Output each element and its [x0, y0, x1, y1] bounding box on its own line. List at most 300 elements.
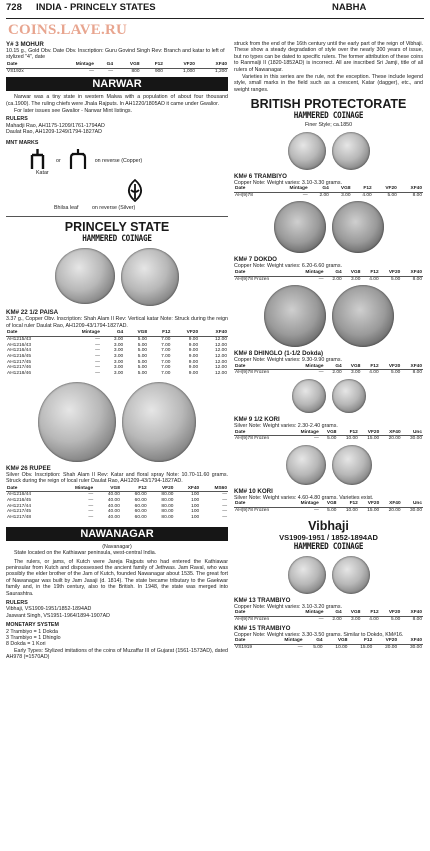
km7-note: Copper Note: Weight varies: 6.20-6.60 grams. — [234, 263, 342, 270]
table-cell: 5.00 — [390, 370, 401, 376]
table-cell: — — [95, 359, 100, 365]
table-cell: 3.00 — [113, 353, 124, 359]
table-cell: 60.00 — [134, 492, 147, 498]
km22-table — [6, 330, 228, 377]
km6-images — [234, 132, 423, 170]
style-note: Finer Style; ca.1850 — [304, 122, 353, 129]
table-cell: 3.00 — [113, 365, 124, 371]
table-cell: 3.00 — [351, 370, 361, 376]
table-cell: AH1216/44 — [7, 492, 32, 498]
table-row — [234, 616, 423, 622]
column-header: Unc — [402, 501, 423, 507]
table-cell: — — [95, 348, 100, 354]
table-cell: VS1919 — [235, 644, 253, 650]
column-header: XF40 — [401, 610, 423, 616]
column-header: XF40 — [174, 486, 200, 492]
coin-reverse-image — [122, 382, 196, 462]
column-header: Date — [234, 186, 271, 192]
silver-note: on reverse (Silver) — [91, 204, 136, 211]
column-header: Date — [6, 62, 49, 68]
coin-obverse-image — [292, 379, 326, 413]
varieties-text: Varieties in this series are the rule, not the exception. These include legend style, small marks in the field such as a crescent, Katar (dagger), etc., and weight ranges. — [234, 74, 423, 93]
table-cell: VS192x — [7, 68, 24, 74]
copper-note: on reverse (Copper) — [94, 157, 143, 164]
vibhaji-title: Vibhaji — [308, 518, 349, 533]
km9-note: Silver Note: Weight varies: 2.30-2.40 grams. — [234, 423, 338, 430]
km6-note: Copper Note: Weight varies: 3.10-3.30 grams. — [234, 179, 342, 186]
table-row — [6, 68, 228, 74]
table-cell: 3.00 — [113, 336, 124, 342]
nawanagar-ruler: Vibhaji, VS1909-1951/1852-1894AD — [6, 606, 92, 613]
table-cell: 7.00 — [161, 359, 171, 365]
british-protectorate-title: BRITISH PROTECTORATE — [250, 97, 407, 112]
column-header: Date — [234, 610, 292, 616]
table-cell: AH(9)78 Frozen — [235, 436, 270, 442]
table-cell: 2.00 — [332, 276, 342, 282]
table-cell: AH1217/45 — [7, 509, 32, 515]
column-header: Mintage — [292, 270, 324, 276]
coin-obverse-image — [55, 248, 115, 304]
katar-variant-icon — [67, 148, 89, 170]
katar-mark-row — [28, 148, 228, 170]
column-header: VG8 — [330, 186, 352, 192]
hammered-coinage-heading: HAMMERED COINAGE — [293, 111, 364, 122]
monetary-line: 8 Dokda = 1 Kori — [6, 641, 46, 648]
header-rule — [6, 18, 424, 19]
table-cell: 2.00 — [332, 370, 342, 376]
table-cell: AH(9)78 Frozen — [235, 508, 270, 514]
table-cell: 9.00 — [188, 342, 199, 348]
table-cell: — — [88, 509, 94, 515]
km26-images — [6, 382, 228, 462]
section-title: INDIA - PRINCELY STATES — [36, 2, 156, 13]
table-cell: 3.00 — [113, 348, 124, 354]
narwar-ruler: Mahadji Rao, AH1175-1209/1761-1794AD — [6, 122, 105, 129]
column-header: F12 — [352, 186, 373, 192]
bhilsa-label: Bhilsa leaf — [54, 204, 79, 211]
table-cell: 2.00 — [319, 192, 329, 198]
km26-desc: Silver Obv. Inscription: Shah Alam II Rev: Katar and floral spray Note: 10.70-11.60 grams. Struck during the reign of local ruler Daulat Rao, AH1209-43/1794-1827AD. — [6, 471, 228, 485]
monetary-line: 3 Trambiyo = 1 Dhinglo — [6, 635, 61, 642]
column-header: F12 — [361, 270, 379, 276]
km26-table — [6, 486, 228, 521]
km22-images — [6, 248, 228, 306]
km15-note: Copper Note: Weight varies: 3.30-3.50 grams. Similar to Dokdo, KM#16. — [234, 631, 404, 638]
nawanagar-rulers-label: RULERS — [6, 600, 28, 606]
km7-table — [234, 270, 423, 282]
coin-reverse-image — [332, 445, 372, 485]
table-cell: 3.00 — [351, 616, 361, 622]
table-cell: 8.00 — [412, 370, 422, 376]
table-cell: 12.00 — [214, 342, 227, 348]
table-cell: 40.00 — [107, 515, 120, 521]
vibhaji-dates: VS1909-1951 / 1852-1894AD — [279, 532, 378, 542]
column-header: MS60 — [200, 486, 228, 492]
km6-table — [234, 186, 423, 198]
column-header: G4 — [95, 62, 114, 68]
table-row — [234, 276, 423, 282]
katar-icon — [28, 148, 50, 170]
column-header: XF40 — [196, 62, 228, 68]
table-cell: AH1216/45 — [7, 497, 32, 503]
km10-note: Silver Note: Weight varies: 4.60-4.80 grams. Varieties exist. — [234, 494, 374, 501]
table-cell: — — [95, 336, 100, 342]
table-cell: 30.00 — [409, 644, 422, 650]
table-cell: 15.00 — [360, 644, 373, 650]
table-cell: 7.00 — [161, 365, 171, 371]
km8-table — [234, 364, 423, 376]
table-cell: 60.00 — [134, 515, 147, 521]
table-cell: 20.00 — [388, 436, 401, 442]
page-header — [6, 2, 424, 17]
km10-title: KM# 10 KORI — [234, 487, 273, 495]
table-cell: — — [108, 68, 114, 74]
column-header: Mintage — [49, 62, 95, 68]
table-cell: 40.00 — [107, 509, 120, 515]
table-cell: AH(9)78 Frozen — [235, 616, 270, 622]
column-header: Mintage — [289, 430, 320, 436]
column-header: VG8 — [114, 62, 140, 68]
bhilsa-mark — [124, 178, 228, 204]
table-cell: 3.00 — [113, 371, 124, 377]
coin-obverse-image — [264, 285, 326, 347]
column-header: VF20 — [373, 638, 398, 644]
column-header: G4 — [309, 186, 330, 192]
km13-title: KM# 13 TRAMBIYO — [234, 596, 291, 604]
column-header: VG8 — [324, 638, 349, 644]
table-cell: 12.00 — [214, 365, 227, 371]
nawanagar-intro-cont: struck from the end of the 16th century until the early part of the reign of Vibhaji. These show a steady degradation of style over the nearly 300 years of issue, but no types can be dated to specific rulers. The former attribution of these coins to Ranmalji II (1820-1852AD) is incorrect. All are inscribed Sri Jamji, title of all rulers of Nawanagar. — [234, 41, 423, 73]
table-cell: — — [222, 515, 227, 521]
table-cell: 5.00 — [137, 359, 148, 365]
table-row — [234, 370, 423, 376]
table-cell: 3.00 — [341, 192, 351, 198]
table-cell: — — [318, 370, 324, 376]
column-header: Mintage — [271, 186, 309, 192]
km13-table — [234, 610, 423, 622]
table-cell: 30.00 — [409, 436, 422, 442]
table-cell: — — [95, 365, 100, 371]
table-cell: 5.00 — [390, 616, 401, 622]
table-cell: 12.00 — [214, 348, 227, 354]
column-header: VF20 — [380, 270, 402, 276]
table-cell: — — [88, 515, 94, 521]
table-cell: 100 — [191, 497, 200, 503]
km7-images — [234, 201, 423, 253]
table-cell: 9.00 — [188, 336, 199, 342]
column-header: G4 — [303, 638, 323, 644]
mohur-table — [6, 62, 228, 74]
table-cell: 100 — [191, 515, 200, 521]
table-cell: 7.00 — [161, 371, 171, 377]
column-header: F12 — [121, 486, 148, 492]
column-header: VF20 — [380, 610, 402, 616]
coin-reverse-image — [332, 556, 370, 594]
table-cell: AH1217/48 — [7, 515, 32, 521]
table-cell: 80.00 — [161, 497, 174, 503]
princely-state-title: PRINCELY STATE — [64, 220, 170, 235]
table-cell: 40.00 — [107, 497, 120, 503]
table-cell: 5.00 — [137, 336, 148, 342]
table-cell: — — [88, 497, 94, 503]
table-cell: 5.00 — [313, 644, 323, 650]
column-header: XF40 — [398, 638, 423, 644]
table-cell: — — [297, 644, 303, 650]
monetary-line: 2 Trambiyo = 1 Dokda — [6, 628, 58, 635]
km22-title: KM# 22 1/2 PAISA — [6, 309, 59, 317]
or-text: or — [56, 157, 61, 164]
nawanagar-history: The rulers, or jams, of Kutch were Jareja Rajputs who had entered the Kathiawar peninsular from Kutch and dispossessed the ancient family of Jethwas. Jam Raval, who was possibly the elder brother of the Jam of Kutch, founded Nawanagar about 1535. The great fort of Nawanagar was built by Jam Jasaji (d. 1814). The state became tributary to the Gaekwar family and, in the 19th century, also to the British. In 1948, the state was merged into Saurashtra. — [6, 558, 228, 597]
table-row — [6, 515, 228, 521]
table-cell: 30.00 — [409, 508, 422, 514]
column-header: VG8 — [320, 501, 338, 507]
coin-obverse-image — [286, 445, 326, 485]
column-header: XF40 — [401, 270, 423, 276]
nawanagar-ruler: Jaswant Singh, VS1951-1964/1894-1907AD — [6, 612, 110, 619]
column-header: Date — [234, 638, 268, 644]
column-header: F12 — [148, 330, 171, 336]
column-header: VF20 — [373, 186, 398, 192]
column-header: Mintage — [268, 638, 304, 644]
table-cell: 60.00 — [134, 509, 147, 515]
hammered-coinage-heading: HAMMERED COINAGE — [82, 234, 152, 245]
table-cell: — — [302, 192, 308, 198]
table-cell: 60.00 — [134, 497, 147, 503]
table-cell: 5.00 — [327, 508, 337, 514]
table-cell: 7.00 — [161, 336, 171, 342]
table-cell: 20.00 — [385, 644, 398, 650]
column-header: Date — [234, 364, 292, 370]
coin-obverse-image — [38, 382, 116, 462]
table-cell: AH1216/43 — [7, 342, 32, 348]
column-header: XF40 — [380, 501, 401, 507]
coin-obverse-image — [288, 132, 326, 170]
narwar-bar: NARWAR — [6, 77, 228, 91]
table-cell: AH(9)78 Frozen — [235, 276, 270, 282]
coin-obverse-image — [288, 556, 326, 594]
column-header: Mintage — [60, 330, 101, 336]
table-cell: 20.00 — [388, 508, 401, 514]
table-cell: 40.00 — [107, 492, 120, 498]
table-cell: 5.00 — [327, 436, 337, 442]
km9-title: KM# 9 1/2 KORI — [234, 416, 280, 424]
column-header: Date — [234, 501, 289, 507]
column-header: XF40 — [398, 186, 423, 192]
column-header: G4 — [324, 610, 342, 616]
column-header: Date — [234, 430, 289, 436]
nawanagar-alt-name: (Navanagar) — [102, 543, 132, 550]
table-cell: 7.00 — [161, 348, 171, 354]
table-cell: 7.00 — [161, 353, 171, 359]
table-cell: 80.00 — [161, 492, 174, 498]
table-cell: 12.00 — [214, 353, 227, 359]
column-header: VF20 — [380, 364, 402, 370]
column-header: Mintage — [289, 501, 320, 507]
column-header: F12 — [361, 610, 379, 616]
table-cell: 10.00 — [335, 644, 348, 650]
table-cell: 80.00 — [161, 515, 174, 521]
column-header: VF20 — [359, 430, 380, 436]
coin-reverse-image — [332, 201, 384, 253]
table-row — [6, 371, 228, 377]
table-cell: AH(9)78 Frozen — [235, 370, 270, 376]
km15-title: KM# 15 TRAMBIYO — [234, 624, 291, 632]
coin-obverse-image — [274, 201, 326, 253]
table-cell: 15.00 — [367, 436, 380, 442]
table-cell: 9.00 — [188, 359, 199, 365]
table-cell: 8.00 — [412, 616, 422, 622]
table-cell: — — [222, 503, 227, 509]
table-cell: 10.00 — [345, 508, 358, 514]
column-header: Date — [6, 486, 56, 492]
narwar-rulers-label: RULERS — [6, 116, 28, 123]
katar-label: Katar — [36, 170, 49, 177]
state-title: NABHA — [332, 2, 367, 13]
table-cell: 10.00 — [345, 436, 358, 442]
column-header: XF40 — [199, 330, 228, 336]
narwar-history: Narwar was a tiny state in western Malwa with a population of about four thousand (ca.1900). The ruling chiefs were Jhala Rajputs. In AH1220/1805AD it came under Gwalior. — [6, 94, 228, 107]
table-row — [234, 436, 423, 442]
column-header: F12 — [337, 430, 358, 436]
table-cell: 40.00 — [107, 503, 120, 509]
table-cell: 8.00 — [412, 192, 422, 198]
table-cell: 60.00 — [134, 503, 147, 509]
km26-title: KM# 26 RUPEE — [6, 464, 51, 472]
table-cell: AH1217/46 — [7, 365, 32, 371]
km13-note: Copper Note: Weight varies: 3.10-3.20 grams. — [234, 603, 342, 610]
km8-note: Copper Note: Weight varies: 9.30-9.90 grams. — [234, 357, 342, 364]
column-header: Unc — [402, 430, 423, 436]
table-cell: 9.00 — [188, 353, 199, 359]
mohur-desc: 10.15 g., Gold Obv. Date Obv. Inscription: Guru Govind Singh Rev: Branch and katar to left of stylized "4", date — [6, 48, 225, 61]
table-cell: AH1217/44 — [7, 503, 32, 509]
right-column — [234, 38, 423, 650]
table-cell: 3.00 — [113, 342, 124, 348]
column-header: XF40 — [380, 430, 401, 436]
km6-title: KM# 6 TRAMBIYO — [234, 172, 287, 180]
table-cell: — — [88, 503, 94, 509]
nawanagar-location: State located on the Kathiawar peninsula, west-central India. — [14, 550, 157, 557]
bhilsa-row — [54, 205, 228, 211]
table-cell: — — [95, 353, 100, 359]
table-cell: 12.00 — [214, 359, 227, 365]
km10-images — [234, 445, 423, 485]
narwar-ruler: Daulat Rao, AH1209-1249/1794-1827AD — [6, 129, 103, 136]
table-cell: 4.00 — [369, 370, 379, 376]
table-cell: 5.00 — [137, 353, 148, 359]
early-types-text: Early Types: Stylized imitations of the coins of Muzaffar III of Gujarat (1561-1573AD), dated AH978 (=1570AD) — [6, 647, 228, 661]
bhilsa-leaf-icon — [124, 178, 146, 202]
table-cell: AH1216/45 — [7, 353, 32, 359]
table-cell: 3.00 — [113, 359, 124, 365]
column-header: VF20 — [164, 62, 196, 68]
hammered-coinage-heading: HAMMERED COINAGE — [293, 541, 364, 552]
column-header: G4 — [324, 364, 342, 370]
table-cell: 8.00 — [412, 276, 422, 282]
column-header: F12 — [361, 364, 379, 370]
table-cell: — — [318, 276, 324, 282]
table-cell: 4.00 — [369, 616, 379, 622]
column-header: Date — [234, 270, 292, 276]
table-cell: AH1216/44 — [7, 348, 32, 354]
table-row — [234, 508, 423, 514]
table-cell: 1,000 — [182, 68, 195, 74]
table-cell: 1,200 — [214, 68, 227, 74]
coin-reverse-image — [332, 132, 370, 170]
table-row — [234, 644, 423, 650]
table-cell: 5.00 — [137, 365, 148, 371]
table-cell: 2.00 — [332, 616, 342, 622]
table-cell: 5.00 — [390, 276, 401, 282]
km10-table — [234, 501, 423, 513]
column-header: XF40 — [401, 364, 423, 370]
column-header: F12 — [337, 501, 358, 507]
table-cell: AH1215/43 — [7, 336, 32, 342]
km13-images — [234, 556, 423, 594]
table-cell: 12.00 — [214, 336, 227, 342]
table-cell: — — [95, 342, 100, 348]
table-cell: 900 — [154, 68, 163, 74]
column-header: VF20 — [359, 501, 380, 507]
page-number: 728 — [6, 2, 22, 13]
column-header: VG8 — [343, 270, 362, 276]
column-header: Date — [6, 330, 60, 336]
column-header: VG8 — [320, 430, 338, 436]
table-cell: 9.00 — [188, 371, 199, 377]
km8-title: KM# 8 DHINGLO (1-1/2 Dokda) — [234, 350, 324, 358]
table-cell: — — [95, 371, 100, 377]
km9-images — [234, 379, 423, 413]
table-cell: 100 — [191, 509, 200, 515]
km15-table — [234, 638, 423, 650]
table-cell: 5.00 — [137, 371, 148, 377]
km7-title: KM# 7 DOKDO — [234, 256, 277, 264]
table-cell: 12.00 — [214, 371, 227, 377]
table-cell: 100 — [191, 492, 200, 498]
table-cell: 7.00 — [161, 342, 171, 348]
watermark: COINS.LAVE.RU — [8, 22, 128, 38]
narwar-later: For later issues see Gwalior - Narwar Mint listings. — [14, 108, 133, 115]
table-cell: 800 — [131, 68, 140, 74]
table-cell: 4.00 — [362, 192, 372, 198]
table-cell: 15.00 — [367, 508, 380, 514]
table-cell: 9.00 — [188, 348, 199, 354]
table-cell: 5.00 — [387, 192, 397, 198]
table-cell: — — [222, 497, 227, 503]
column-header: VG8 — [343, 610, 362, 616]
table-cell: 5.00 — [137, 342, 148, 348]
table-cell: 4.00 — [369, 276, 379, 282]
coin-reverse-image — [121, 248, 179, 306]
km9-table — [234, 430, 423, 442]
table-cell: AH1217/45 — [7, 359, 32, 365]
column-header: G4 — [324, 270, 342, 276]
table-cell: 100 — [191, 503, 200, 509]
mint-marks-label: MNT MARKS — [6, 139, 39, 146]
table-cell: — — [313, 436, 319, 442]
nawanagar-bar: NAWANAGAR — [6, 527, 228, 541]
table-cell: AH1218/46 — [7, 371, 32, 377]
table-cell: — — [318, 616, 324, 622]
column-header: Mintage — [292, 610, 324, 616]
column-header: VG8 — [124, 330, 148, 336]
table-row — [234, 192, 423, 198]
table-cell: AH(9)78 — [235, 192, 253, 198]
km22-desc: 3.37 g., Copper Obv. Inscription: Shah Alam II Rev: Vertical katar Note: Struck during the reign of local ruler Daulat Rao, AH1209-43/1794-1827AD. — [6, 316, 228, 329]
table-cell: 5.00 — [137, 348, 148, 354]
column-header: G4 — [101, 330, 124, 336]
monetary-system-label: MONETARY SYSTEM — [6, 622, 59, 629]
